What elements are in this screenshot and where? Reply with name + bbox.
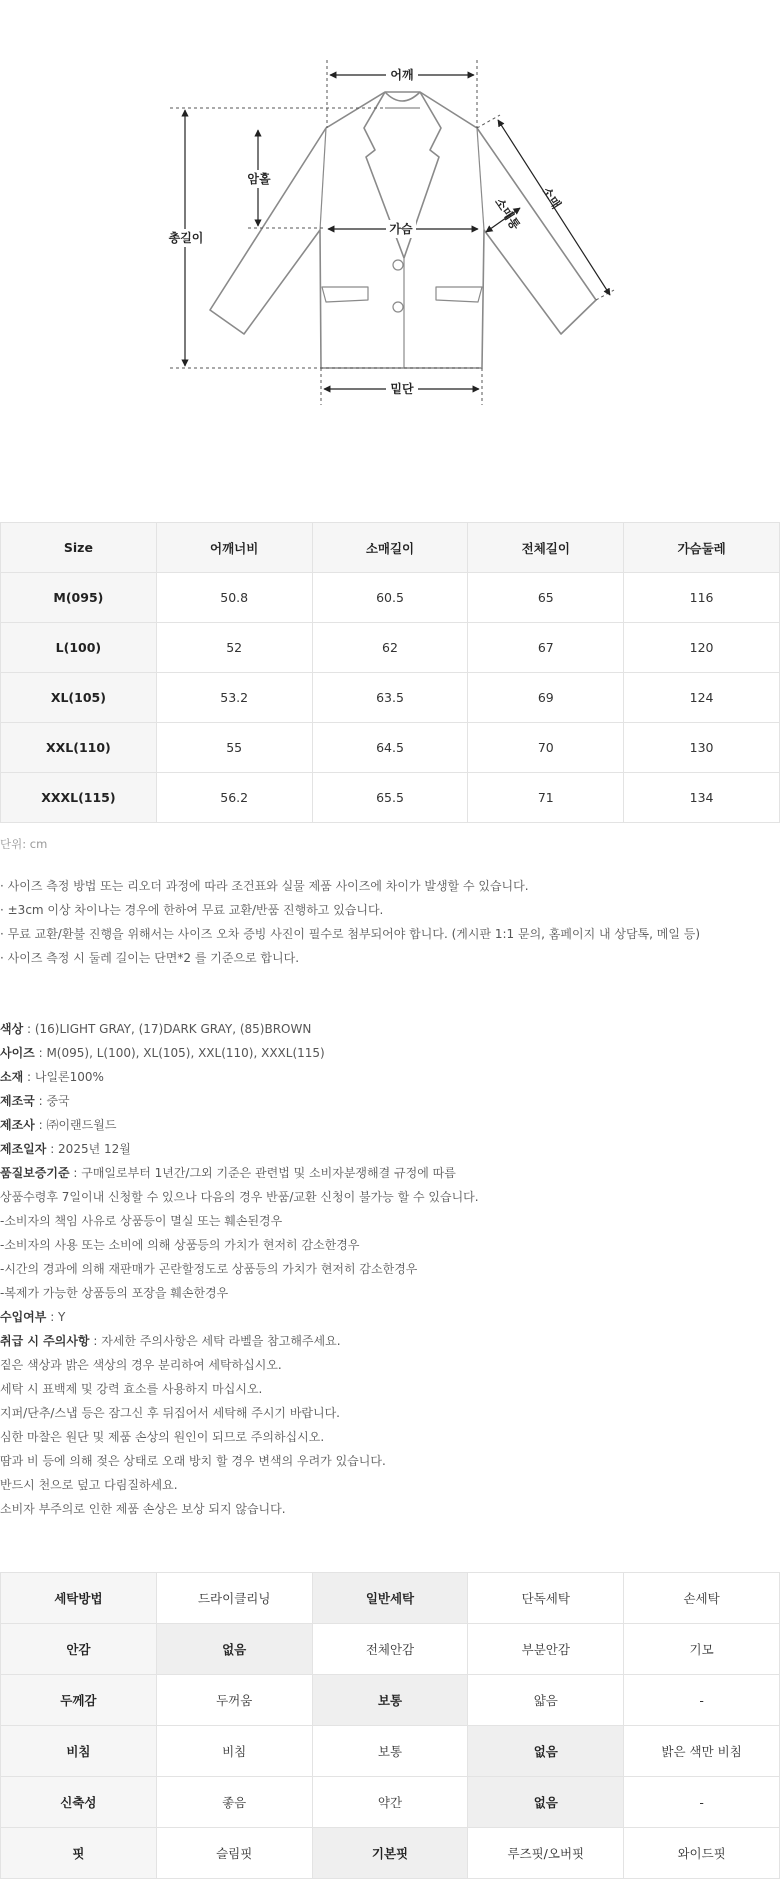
info-value: -시간의 경과에 의해 재판매가 곤란할정도로 상품등의 가치가 현저히 감소한경우: [0, 1262, 418, 1276]
care-option: 좋음: [156, 1777, 312, 1828]
value-cell: 69: [468, 673, 624, 723]
care-option: 와이드핏: [624, 1828, 780, 1879]
value-cell: 116: [624, 573, 780, 623]
info-line: [0, 1353, 780, 1377]
care-option: 슬림핏: [156, 1828, 312, 1879]
info-label: 제조일자: [0, 1142, 47, 1156]
info-value: : 중국: [34, 1094, 70, 1108]
care-option-selected: 기본핏: [312, 1828, 468, 1879]
info-value: 지퍼/단추/스냅 등은 잠그신 후 뒤집어서 세탁해 주시기 바랍니다.: [0, 1406, 340, 1420]
care-row-label: 세탁방법: [1, 1573, 157, 1624]
value-cell: 56.2: [156, 773, 312, 823]
info-label: 품질보증기준: [0, 1166, 70, 1180]
info-label: 제조국: [0, 1094, 35, 1108]
care-option-selected: 없음: [156, 1624, 312, 1675]
table-row: [1, 723, 780, 773]
size-cell: XXL(110): [1, 723, 157, 773]
label-total-length: 총길이: [168, 231, 204, 245]
info-line: [0, 1425, 780, 1449]
care-option: -: [624, 1777, 780, 1828]
info-line: [0, 1161, 780, 1185]
value-cell: 124: [624, 673, 780, 723]
care-option: 손세탁: [624, 1573, 780, 1624]
info-line: [0, 1305, 780, 1329]
label-sleeve: 소매: [539, 184, 564, 212]
value-cell: 65.5: [312, 773, 468, 823]
header-cell: Size: [1, 523, 157, 573]
value-cell: 63.5: [312, 673, 468, 723]
info-value: 소비자 부주의로 인한 제품 손상은 보상 되지 않습니다.: [0, 1502, 286, 1516]
table-row: [1, 1624, 780, 1675]
info-value: 세탁 시 표백제 및 강력 효소를 사용하지 마십시오.: [0, 1382, 263, 1396]
unit-text: 단위: cm: [0, 837, 48, 851]
table-row: [1, 773, 780, 823]
care-option: 기모: [624, 1624, 780, 1675]
size-notes: [0, 874, 780, 970]
table-row: [1, 673, 780, 723]
size-cell: M(095): [1, 573, 157, 623]
info-value: 반드시 천으로 덮고 다림질하세요.: [0, 1478, 178, 1492]
care-row-label: 핏: [1, 1828, 157, 1879]
info-line: [0, 1113, 780, 1137]
info-value: 짙은 색상과 밝은 색상의 경우 분리하여 세탁하십시오.: [0, 1358, 282, 1372]
info-label: 수입여부: [0, 1310, 47, 1324]
info-value: 상품수령후 7일이내 신청할 수 있으나 다음의 경우 반품/교환 신청이 불가능 할 수 있습니다.: [0, 1190, 479, 1204]
info-line: [0, 1065, 780, 1089]
value-cell: 130: [624, 723, 780, 773]
info-line: [0, 1377, 780, 1401]
label-chest: 가슴: [389, 222, 413, 236]
measurement-diagram: [0, 0, 780, 420]
value-cell: 50.8: [156, 573, 312, 623]
value-cell: 55: [156, 723, 312, 773]
left-pocket: [322, 287, 368, 302]
info-label: 취급 시 주의사항: [0, 1334, 90, 1348]
info-line: [0, 1017, 780, 1041]
info-value: : (16)LIGHT GRAY, (17)DARK GRAY, (85)BROWN: [23, 1022, 312, 1036]
care-row-label: 신축성: [1, 1777, 157, 1828]
info-value: : 2025년 12월: [46, 1142, 131, 1156]
jacket-diagram: [0, 0, 780, 420]
value-cell: 134: [624, 773, 780, 823]
value-cell: 64.5: [312, 723, 468, 773]
info-label: 사이즈: [0, 1046, 35, 1060]
info-value: -복제가 가능한 상품등의 포장을 훼손한경우: [0, 1286, 229, 1300]
value-cell: 65: [468, 573, 624, 623]
info-label: 소재: [0, 1070, 24, 1084]
note-item: · 무료 교환/환불 진행을 위해서는 사이즈 오차 증빙 사진이 필수로 첨부되어야 합니다. (게시판 1:1 문의, 홈페이지 내 상담톡, 메일 등): [0, 927, 701, 941]
care-option: 드라이클리닝: [156, 1573, 312, 1624]
info-line: [0, 1257, 780, 1281]
info-value: : 나일론100%: [23, 1070, 104, 1084]
size-table-header: [1, 523, 780, 573]
table-row: [1, 1777, 780, 1828]
table-row: [1, 1573, 780, 1624]
info-value: 심한 마찰은 원단 및 제품 손상의 원인이 되므로 주의하십시오.: [0, 1430, 325, 1444]
care-row-label: 안감: [1, 1624, 157, 1675]
care-option-selected: 보통: [312, 1675, 468, 1726]
info-label: 색상: [0, 1022, 24, 1036]
info-value: -소비자의 사용 또는 소비에 의해 상품등의 가치가 현저히 감소한경우: [0, 1238, 360, 1252]
value-cell: 62: [312, 623, 468, 673]
button: [393, 260, 403, 270]
care-option-selected: 없음: [468, 1726, 624, 1777]
value-cell: 67: [468, 623, 624, 673]
info-value: : ㈜이랜드월드: [34, 1118, 117, 1132]
care-row-label: 비침: [1, 1726, 157, 1777]
info-line: [0, 1209, 780, 1233]
header-cell: 전체길이: [468, 523, 624, 573]
care-option: 보통: [312, 1726, 468, 1777]
care-option: 두꺼움: [156, 1675, 312, 1726]
right-pocket: [436, 287, 482, 302]
header-cell: 소매길이: [312, 523, 468, 573]
product-info: [0, 1017, 780, 1521]
info-line: [0, 1137, 780, 1161]
label-shoulder: 어깨: [390, 68, 414, 82]
info-value: : Y: [46, 1310, 66, 1324]
info-label: 제조사: [0, 1118, 35, 1132]
label-armhole: 암홀: [247, 172, 271, 186]
table-row: [1, 623, 780, 673]
value-cell: 52: [156, 623, 312, 673]
care-option: 부분안감: [468, 1624, 624, 1675]
care-option: 밝은 색만 비침: [624, 1726, 780, 1777]
value-cell: 71: [468, 773, 624, 823]
button: [393, 302, 403, 312]
value-cell: 60.5: [312, 573, 468, 623]
size-cell: XL(105): [1, 673, 157, 723]
table-row: [1, 1828, 780, 1879]
info-line: [0, 1329, 780, 1353]
info-line: [0, 1473, 780, 1497]
care-table: [0, 1572, 780, 1879]
table-row: [1, 1675, 780, 1726]
care-option: -: [624, 1675, 780, 1726]
info-line: [0, 1281, 780, 1305]
label-hem: 밑단: [390, 382, 414, 396]
care-option-selected: 일반세탁: [312, 1573, 468, 1624]
care-option: 전체안감: [312, 1624, 468, 1675]
value-cell: 70: [468, 723, 624, 773]
info-line: [0, 1233, 780, 1257]
header-cell: 가슴둘레: [624, 523, 780, 573]
info-value: -소비자의 책임 사유로 상품등이 멸실 또는 훼손된경우: [0, 1214, 283, 1228]
care-option-selected: 없음: [468, 1777, 624, 1828]
info-line: [0, 1089, 780, 1113]
label-sleeve-opening: 소매통: [492, 195, 523, 233]
care-option: 루즈핏/오버핏: [468, 1828, 624, 1879]
note-item: · ±3cm 이상 차이나는 경우에 한하여 무료 교환/반품 진행하고 있습니다.: [0, 903, 384, 917]
info-line: [0, 1041, 780, 1065]
note-item: · 사이즈 측정 시 둘레 길이는 단면*2 를 기준으로 합니다.: [0, 951, 300, 965]
info-line: [0, 1497, 780, 1521]
size-table: [0, 522, 780, 823]
collar: [385, 92, 420, 101]
size-cell: L(100): [1, 623, 157, 673]
header-cell: 어깨너비: [156, 523, 312, 573]
info-line: [0, 1401, 780, 1425]
table-row: [1, 1726, 780, 1777]
care-option: 약간: [312, 1777, 468, 1828]
info-line: [0, 1449, 780, 1473]
info-value: : M(095), L(100), XL(105), XXL(110), XXXL(115): [34, 1046, 325, 1060]
info-value: : 자세한 주의사항은 세탁 라벨을 참고해주세요.: [89, 1334, 341, 1348]
value-cell: 53.2: [156, 673, 312, 723]
info-value: : 구매일로부터 1년간/그외 기준은 관련법 및 소비자분쟁해결 규정에 따름: [69, 1166, 456, 1180]
care-row-label: 두께감: [1, 1675, 157, 1726]
value-cell: 120: [624, 623, 780, 673]
care-option: 단독세탁: [468, 1573, 624, 1624]
info-value: 땀과 비 등에 의해 젖은 상태로 오래 방치 할 경우 변색의 우려가 있습니다.: [0, 1454, 386, 1468]
note-item: · 사이즈 측정 방법 또는 리오더 과정에 따라 조건표와 실물 제품 사이즈에 차이가 발생할 수 있습니다.: [0, 879, 529, 893]
care-option: 얇음: [468, 1675, 624, 1726]
info-line: [0, 1185, 780, 1209]
care-option: 비침: [156, 1726, 312, 1777]
table-row: [1, 573, 780, 623]
size-cell: XXXL(115): [1, 773, 157, 823]
